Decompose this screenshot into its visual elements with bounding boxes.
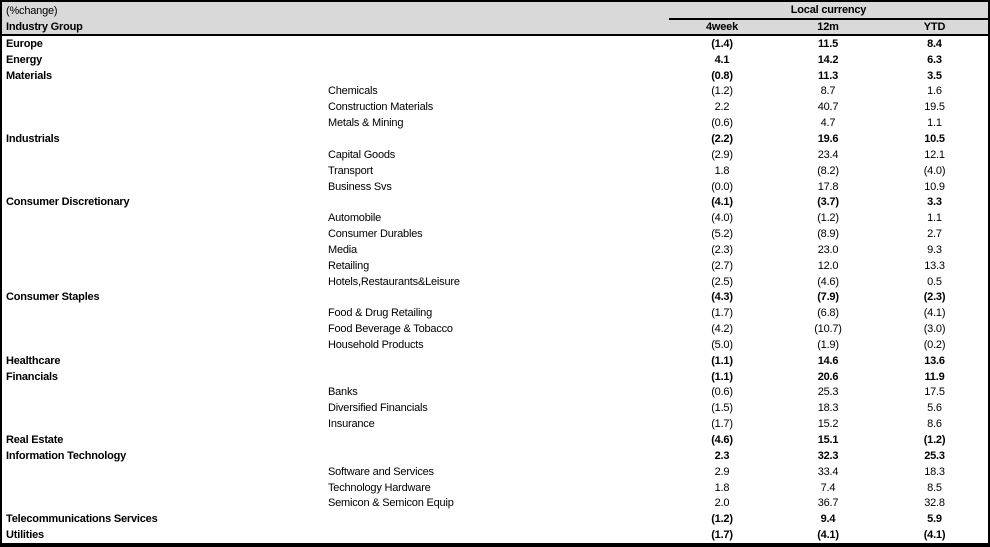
- industry-name: Business Svs: [328, 180, 392, 193]
- value-ytd: (4.0): [923, 164, 946, 177]
- value-4week: 2.0: [714, 497, 730, 510]
- value-12m: 4.7: [820, 117, 836, 130]
- value-12m: 40.7: [817, 101, 839, 114]
- table-row: [2, 369, 988, 385]
- value-4week: (4.3): [711, 291, 733, 304]
- table-row: [2, 290, 988, 306]
- table-row: [2, 527, 988, 543]
- industry-name: Software and Services: [328, 465, 434, 478]
- value-12m: 23.4: [817, 148, 839, 161]
- value-ytd: 8.5: [927, 481, 942, 494]
- industry-name: Diversified Financials: [328, 402, 428, 415]
- table-row: [2, 36, 988, 52]
- value-4week: 2.2: [714, 101, 730, 114]
- value-4week: (1.7): [711, 529, 733, 542]
- value-12m: 19.6: [817, 132, 839, 145]
- value-ytd: 13.3: [924, 259, 945, 272]
- value-ytd: (0.2): [923, 338, 946, 351]
- value-ytd: (4.1): [923, 307, 946, 320]
- percent-change-label: (%change): [6, 5, 58, 17]
- value-ytd: (4.1): [923, 529, 946, 542]
- value-ytd: 11.9: [924, 370, 945, 383]
- table-row: [2, 321, 988, 337]
- value-ytd: 13.6: [924, 354, 945, 367]
- value-ytd: (1.2): [923, 434, 946, 447]
- table-row: [2, 131, 988, 147]
- value-4week: (1.2): [711, 85, 733, 98]
- industry-name: Food Beverage & Tobacco: [328, 323, 453, 336]
- value-4week: (4.2): [711, 323, 733, 336]
- industry-name: Financials: [6, 370, 58, 383]
- value-ytd: 18.3: [924, 465, 945, 478]
- industry-name: Consumer Durables: [328, 228, 423, 241]
- value-ytd: 25.3: [924, 449, 945, 462]
- value-ytd: 10.5: [924, 132, 945, 145]
- industry-name: Telecommunications Services: [6, 513, 158, 526]
- value-ytd: 10.9: [924, 180, 945, 193]
- table-row: [2, 385, 988, 401]
- industry-name: Retailing: [328, 259, 370, 272]
- value-12m: 11.3: [817, 69, 838, 82]
- value-4week: (2.2): [711, 132, 733, 145]
- industry-group-column-header: Industry Group: [6, 20, 83, 33]
- industry-name: Transport: [328, 164, 373, 177]
- table-header: [2, 2, 988, 36]
- table-row: [2, 179, 988, 195]
- value-12m: 12.0: [817, 259, 839, 272]
- value-4week: (1.7): [711, 418, 733, 431]
- value-ytd: 3.5: [927, 69, 942, 82]
- value-4week: (0.0): [711, 180, 733, 193]
- column-header-12m: 12m: [817, 20, 839, 33]
- value-12m: 20.6: [817, 370, 839, 383]
- table-row: [2, 464, 988, 480]
- value-4week: (5.2): [711, 228, 733, 241]
- table-row: [2, 274, 988, 290]
- table-row: [2, 147, 988, 163]
- value-4week: (2.9): [711, 148, 733, 161]
- value-12m: (1.9): [817, 338, 839, 351]
- column-header-ytd: YTD: [923, 20, 946, 33]
- industry-name: Technology Hardware: [328, 481, 431, 494]
- column-header-4week: 4week: [705, 20, 739, 33]
- value-ytd: 12.1: [924, 148, 945, 161]
- value-12m: (4.1): [817, 529, 839, 542]
- value-12m: 14.6: [817, 354, 839, 367]
- value-12m: (6.8): [817, 307, 839, 320]
- industry-name: Europe: [6, 37, 43, 50]
- value-4week: (0.6): [711, 386, 733, 399]
- industry-name: Construction Materials: [328, 101, 434, 114]
- value-12m: 18.3: [817, 402, 839, 415]
- table-row: [2, 194, 988, 210]
- table-row: [2, 84, 988, 100]
- value-4week: (2.7): [711, 259, 733, 272]
- value-4week: 2.9: [714, 465, 730, 478]
- industry-name: Media: [328, 243, 357, 256]
- value-12m: 8.7: [820, 85, 836, 98]
- value-4week: (1.1): [711, 370, 733, 383]
- value-12m: 33.4: [817, 465, 839, 478]
- value-ytd: 8.6: [927, 418, 942, 431]
- value-12m: 23.0: [817, 243, 839, 256]
- industry-name: Chemicals: [328, 85, 378, 98]
- value-12m: (8.2): [817, 164, 839, 177]
- industry-name: Information Technology: [6, 449, 127, 462]
- value-4week: (5.0): [711, 338, 733, 351]
- value-12m: 15.1: [817, 434, 839, 447]
- table-row: [2, 163, 988, 179]
- table-body: [2, 36, 988, 543]
- value-ytd: (3.0): [923, 323, 946, 336]
- value-4week: 1.8: [714, 481, 730, 494]
- value-12m: 7.4: [820, 481, 836, 494]
- industry-name: Materials: [6, 69, 52, 82]
- value-ytd: 6.3: [927, 53, 942, 66]
- table-row: [2, 400, 988, 416]
- value-ytd: 0.5: [927, 275, 942, 288]
- table-row: [2, 68, 988, 84]
- industry-name: Consumer Discretionary: [6, 196, 130, 209]
- industry-name: Banks: [328, 386, 358, 399]
- table-row: [2, 448, 988, 464]
- table-row: [2, 353, 988, 369]
- industry-name: Capital Goods: [328, 148, 396, 161]
- value-ytd: 2.7: [927, 228, 942, 241]
- value-12m: (4.6): [817, 275, 839, 288]
- industry-name: Industrials: [6, 132, 60, 145]
- value-4week: (2.3): [711, 243, 733, 256]
- value-12m: 11.5: [817, 37, 838, 50]
- industry-name: Semicon & Semicon Equip: [328, 497, 454, 510]
- value-4week: (1.2): [711, 513, 733, 526]
- value-4week: 1.8: [714, 164, 730, 177]
- industry-name: Metals & Mining: [328, 117, 404, 130]
- industry-name: Hotels,Restaurants&Leisure: [328, 275, 460, 288]
- industry-name: Food & Drug Retailing: [328, 307, 433, 320]
- value-4week: (2.5): [711, 275, 733, 288]
- value-4week: 4.1: [714, 53, 730, 66]
- table-row: [2, 258, 988, 274]
- value-ytd: 8.4: [927, 37, 942, 50]
- table-row: [2, 305, 988, 321]
- value-12m: (8.9): [817, 228, 839, 241]
- table-row: [2, 511, 988, 527]
- table-row: [2, 226, 988, 242]
- table-row: [2, 52, 988, 68]
- value-ytd: 32.8: [924, 497, 945, 510]
- industry-name: Consumer Staples: [6, 291, 100, 304]
- value-ytd: 9.3: [927, 243, 942, 256]
- value-4week: (1.4): [711, 37, 733, 50]
- value-4week: (1.7): [711, 307, 733, 320]
- industry-name: Energy: [6, 53, 43, 66]
- table-row: [2, 432, 988, 448]
- value-ytd: 5.6: [927, 402, 942, 415]
- value-12m: 32.3: [817, 449, 839, 462]
- value-ytd: 19.5: [924, 101, 945, 114]
- table-row: [2, 416, 988, 432]
- table-row: [2, 242, 988, 258]
- value-ytd: 3.3: [927, 196, 942, 209]
- industry-name: Automobile: [328, 212, 382, 225]
- value-4week: (0.8): [711, 69, 733, 82]
- value-4week: (4.6): [711, 434, 733, 447]
- value-ytd: 5.9: [927, 513, 942, 526]
- table-row: [2, 99, 988, 115]
- table-row: [2, 495, 988, 511]
- value-ytd: 1.1: [927, 212, 942, 225]
- industry-name: Household Products: [328, 338, 424, 351]
- value-ytd: 17.5: [924, 386, 945, 399]
- value-4week: (1.1): [711, 354, 733, 367]
- industry-name: Real Estate: [6, 434, 64, 447]
- value-4week: (0.6): [711, 117, 733, 130]
- value-ytd: 1.1: [927, 117, 942, 130]
- value-12m: 36.7: [817, 497, 839, 510]
- table-row: [2, 115, 988, 131]
- value-4week: (1.5): [711, 402, 733, 415]
- table-row: [2, 480, 988, 496]
- industry-name: Insurance: [328, 418, 375, 431]
- table-row: [2, 210, 988, 226]
- value-12m: (1.2): [817, 212, 839, 225]
- value-ytd: (2.3): [923, 291, 946, 304]
- industry-name: Healthcare: [6, 354, 61, 367]
- value-ytd: 1.6: [927, 85, 942, 98]
- value-12m: (10.7): [814, 323, 842, 336]
- industry-name: Utilities: [6, 529, 44, 542]
- table-row: [2, 337, 988, 353]
- value-12m: 25.3: [817, 386, 839, 399]
- value-12m: (7.9): [817, 291, 839, 304]
- value-12m: 14.2: [817, 53, 839, 66]
- local-currency-group-header: Local currency: [669, 2, 988, 20]
- value-4week: (4.0): [711, 212, 733, 225]
- value-4week: 2.3: [714, 449, 730, 462]
- value-12m: (3.7): [817, 196, 839, 209]
- value-4week: (4.1): [711, 196, 733, 209]
- value-12m: 9.4: [820, 513, 836, 526]
- value-12m: 17.8: [817, 180, 839, 193]
- value-12m: 15.2: [817, 418, 839, 431]
